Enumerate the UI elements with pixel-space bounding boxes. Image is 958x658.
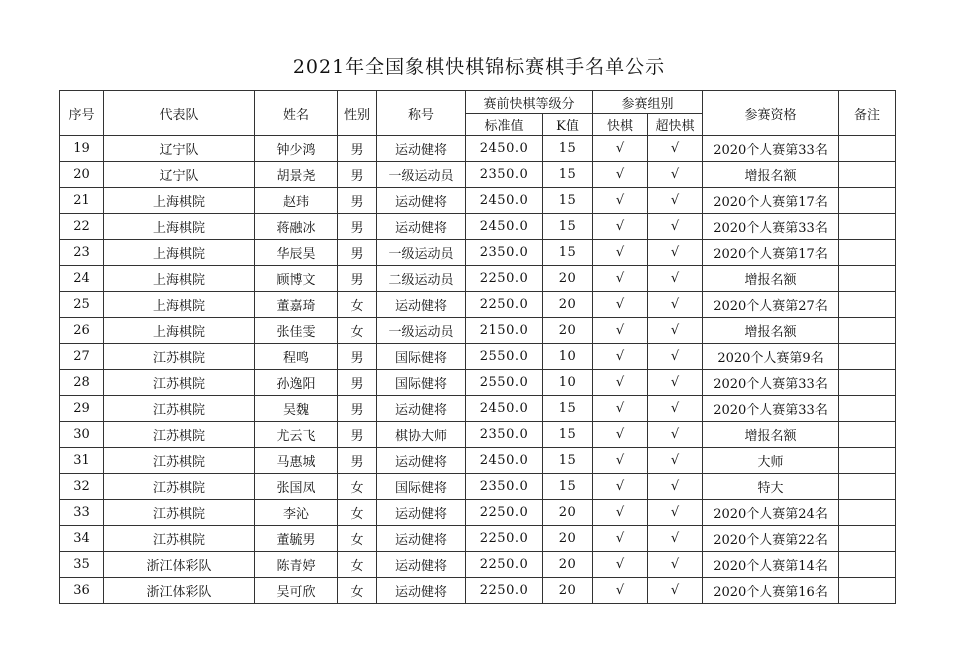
cell-blitz-check: √ [648, 448, 703, 474]
cell-team: 江苏棋院 [104, 344, 255, 370]
cell-rapid-check: √ [593, 370, 648, 396]
cell-blitz-check: √ [648, 422, 703, 448]
cell-team: 辽宁队 [104, 162, 255, 188]
cell-team: 江苏棋院 [104, 526, 255, 552]
header-rating-group: 赛前快棋等级分 [466, 91, 593, 114]
cell-gender: 女 [338, 292, 377, 318]
cell-qualification: 大师 [703, 448, 839, 474]
cell-name: 李沁 [255, 500, 338, 526]
cell-qualification: 增报名额 [703, 318, 839, 344]
cell-rank-title: 一级运动员 [377, 240, 466, 266]
cell-gender: 女 [338, 578, 377, 604]
cell-remarks [839, 578, 896, 604]
cell-blitz-check: √ [648, 500, 703, 526]
cell-gender: 男 [338, 240, 377, 266]
cell-team: 江苏棋院 [104, 500, 255, 526]
cell-rating: 2250.0 [466, 526, 543, 552]
cell-remarks [839, 292, 896, 318]
table-row [60, 292, 896, 318]
cell-team: 上海棋院 [104, 240, 255, 266]
cell-qualification: 2020个人赛第17名 [703, 188, 839, 214]
cell-rapid-check: √ [593, 396, 648, 422]
cell-team: 浙江体彩队 [104, 578, 255, 604]
cell-blitz-check: √ [648, 188, 703, 214]
cell-rank-title: 运动健将 [377, 136, 466, 162]
cell-remarks [839, 396, 896, 422]
table-body [60, 136, 896, 604]
cell-rating: 2250.0 [466, 292, 543, 318]
cell-rapid-check: √ [593, 448, 648, 474]
cell-rank-title: 运动健将 [377, 552, 466, 578]
cell-rank-title: 运动健将 [377, 526, 466, 552]
cell-team: 浙江体彩队 [104, 552, 255, 578]
cell-rank-title: 运动健将 [377, 396, 466, 422]
cell-rank-title: 国际健将 [377, 344, 466, 370]
cell-rating: 2550.0 [466, 370, 543, 396]
header-rank-title: 称号 [377, 91, 466, 136]
cell-rating: 2250.0 [466, 500, 543, 526]
cell-rapid-check: √ [593, 318, 648, 344]
cell-gender: 女 [338, 526, 377, 552]
cell-blitz-check: √ [648, 552, 703, 578]
cell-name: 张佳雯 [255, 318, 338, 344]
cell-seq: 25 [60, 292, 104, 318]
cell-name: 顾博文 [255, 266, 338, 292]
cell-k-value: 20 [543, 552, 593, 578]
table-row [60, 422, 896, 448]
cell-k-value: 15 [543, 188, 593, 214]
cell-k-value: 15 [543, 240, 593, 266]
cell-remarks [839, 136, 896, 162]
table-row [60, 214, 896, 240]
cell-name: 尤云飞 [255, 422, 338, 448]
cell-blitz-check: √ [648, 214, 703, 240]
cell-rank-title: 运动健将 [377, 214, 466, 240]
cell-rating: 2450.0 [466, 188, 543, 214]
cell-rating: 2450.0 [466, 396, 543, 422]
cell-rank-title: 国际健将 [377, 370, 466, 396]
cell-seq: 24 [60, 266, 104, 292]
table-row [60, 344, 896, 370]
cell-seq: 32 [60, 474, 104, 500]
cell-remarks [839, 422, 896, 448]
cell-name: 赵玮 [255, 188, 338, 214]
header-team: 代表队 [104, 91, 255, 136]
table-header [60, 91, 896, 136]
cell-rating: 2350.0 [466, 240, 543, 266]
cell-blitz-check: √ [648, 266, 703, 292]
cell-rank-title: 二级运动员 [377, 266, 466, 292]
cell-k-value: 20 [543, 500, 593, 526]
cell-rank-title: 一级运动员 [377, 318, 466, 344]
cell-gender: 女 [338, 552, 377, 578]
cell-rating: 2450.0 [466, 214, 543, 240]
cell-k-value: 15 [543, 214, 593, 240]
cell-gender: 男 [338, 370, 377, 396]
cell-team: 上海棋院 [104, 188, 255, 214]
cell-name: 吴可欣 [255, 578, 338, 604]
cell-rank-title: 一级运动员 [377, 162, 466, 188]
cell-k-value: 20 [543, 292, 593, 318]
cell-remarks [839, 500, 896, 526]
cell-team: 上海棋院 [104, 318, 255, 344]
cell-blitz-check: √ [648, 396, 703, 422]
cell-k-value: 15 [543, 448, 593, 474]
cell-rating: 2550.0 [466, 344, 543, 370]
header-rating-std: 标准值 [466, 114, 543, 136]
cell-blitz-check: √ [648, 474, 703, 500]
cell-gender: 男 [338, 344, 377, 370]
cell-qualification: 2020个人赛第16名 [703, 578, 839, 604]
table-row [60, 240, 896, 266]
cell-gender: 男 [338, 214, 377, 240]
cell-rapid-check: √ [593, 578, 648, 604]
cell-rapid-check: √ [593, 214, 648, 240]
cell-rapid-check: √ [593, 552, 648, 578]
cell-name: 董毓男 [255, 526, 338, 552]
header-event-rapid: 快棋 [593, 114, 648, 136]
cell-rating: 2150.0 [466, 318, 543, 344]
cell-gender: 男 [338, 422, 377, 448]
cell-qualification: 增报名额 [703, 266, 839, 292]
cell-seq: 29 [60, 396, 104, 422]
cell-qualification: 增报名额 [703, 162, 839, 188]
cell-remarks [839, 240, 896, 266]
cell-seq: 22 [60, 214, 104, 240]
cell-name: 华辰昊 [255, 240, 338, 266]
header-name: 姓名 [255, 91, 338, 136]
cell-team: 辽宁队 [104, 136, 255, 162]
cell-team: 江苏棋院 [104, 474, 255, 500]
player-roster-table [59, 90, 896, 604]
cell-qualification: 2020个人赛第33名 [703, 370, 839, 396]
cell-blitz-check: √ [648, 292, 703, 318]
cell-rapid-check: √ [593, 136, 648, 162]
cell-rating: 2350.0 [466, 422, 543, 448]
cell-qualification: 2020个人赛第27名 [703, 292, 839, 318]
cell-remarks [839, 448, 896, 474]
table-row [60, 526, 896, 552]
cell-rank-title: 国际健将 [377, 474, 466, 500]
cell-k-value: 10 [543, 370, 593, 396]
cell-name: 胡景尧 [255, 162, 338, 188]
cell-rating: 2450.0 [466, 448, 543, 474]
cell-rank-title: 运动健将 [377, 500, 466, 526]
cell-qualification: 增报名额 [703, 422, 839, 448]
cell-rank-title: 运动健将 [377, 188, 466, 214]
cell-gender: 男 [338, 266, 377, 292]
cell-name: 陈青婷 [255, 552, 338, 578]
cell-name: 钟少鸿 [255, 136, 338, 162]
cell-qualification: 2020个人赛第9名 [703, 344, 839, 370]
cell-name: 孙逸阳 [255, 370, 338, 396]
cell-rapid-check: √ [593, 422, 648, 448]
cell-gender: 女 [338, 318, 377, 344]
cell-remarks [839, 370, 896, 396]
cell-blitz-check: √ [648, 318, 703, 344]
cell-gender: 男 [338, 162, 377, 188]
header-seq: 序号 [60, 91, 104, 136]
table-row [60, 500, 896, 526]
cell-gender: 女 [338, 500, 377, 526]
cell-rank-title: 运动健将 [377, 448, 466, 474]
cell-name: 蒋融冰 [255, 214, 338, 240]
table-row [60, 188, 896, 214]
cell-remarks [839, 552, 896, 578]
cell-k-value: 15 [543, 396, 593, 422]
table-row [60, 448, 896, 474]
cell-seq: 35 [60, 552, 104, 578]
cell-team: 上海棋院 [104, 266, 255, 292]
cell-seq: 28 [60, 370, 104, 396]
cell-qualification: 2020个人赛第14名 [703, 552, 839, 578]
cell-seq: 21 [60, 188, 104, 214]
table-row [60, 266, 896, 292]
cell-seq: 36 [60, 578, 104, 604]
cell-seq: 33 [60, 500, 104, 526]
cell-blitz-check: √ [648, 240, 703, 266]
cell-remarks [839, 318, 896, 344]
cell-name: 程鸣 [255, 344, 338, 370]
cell-rating: 2250.0 [466, 578, 543, 604]
cell-team: 上海棋院 [104, 214, 255, 240]
cell-gender: 男 [338, 396, 377, 422]
cell-name: 董嘉琦 [255, 292, 338, 318]
cell-rapid-check: √ [593, 292, 648, 318]
cell-gender: 男 [338, 188, 377, 214]
header-qualification: 参赛资格 [703, 91, 839, 136]
cell-seq: 20 [60, 162, 104, 188]
cell-blitz-check: √ [648, 370, 703, 396]
cell-rating: 2250.0 [466, 552, 543, 578]
cell-seq: 30 [60, 422, 104, 448]
cell-rank-title: 运动健将 [377, 292, 466, 318]
table-row [60, 136, 896, 162]
cell-k-value: 15 [543, 136, 593, 162]
cell-k-value: 15 [543, 162, 593, 188]
table-row [60, 162, 896, 188]
cell-gender: 女 [338, 474, 377, 500]
cell-rapid-check: √ [593, 474, 648, 500]
cell-team: 上海棋院 [104, 292, 255, 318]
cell-qualification: 2020个人赛第22名 [703, 526, 839, 552]
cell-remarks [839, 214, 896, 240]
cell-k-value: 15 [543, 422, 593, 448]
cell-rapid-check: √ [593, 344, 648, 370]
cell-gender: 男 [338, 448, 377, 474]
cell-blitz-check: √ [648, 526, 703, 552]
cell-team: 江苏棋院 [104, 448, 255, 474]
cell-qualification: 2020个人赛第33名 [703, 214, 839, 240]
table-row [60, 552, 896, 578]
cell-name: 马惠城 [255, 448, 338, 474]
table-row [60, 474, 896, 500]
cell-seq: 23 [60, 240, 104, 266]
cell-rating: 2350.0 [466, 474, 543, 500]
cell-rapid-check: √ [593, 240, 648, 266]
cell-k-value: 10 [543, 344, 593, 370]
cell-qualification: 2020个人赛第33名 [703, 136, 839, 162]
cell-name: 张国凤 [255, 474, 338, 500]
header-remarks: 备注 [839, 91, 896, 136]
cell-qualification: 2020个人赛第24名 [703, 500, 839, 526]
cell-seq: 19 [60, 136, 104, 162]
cell-rating: 2450.0 [466, 136, 543, 162]
cell-remarks [839, 344, 896, 370]
cell-rapid-check: √ [593, 188, 648, 214]
header-gender: 性别 [338, 91, 377, 136]
cell-remarks [839, 474, 896, 500]
cell-rank-title: 棋协大师 [377, 422, 466, 448]
cell-qualification: 2020个人赛第17名 [703, 240, 839, 266]
cell-rank-title: 运动健将 [377, 578, 466, 604]
cell-remarks [839, 188, 896, 214]
table-row [60, 370, 896, 396]
table-row [60, 396, 896, 422]
cell-blitz-check: √ [648, 162, 703, 188]
cell-rating: 2350.0 [466, 162, 543, 188]
cell-qualification: 特大 [703, 474, 839, 500]
table-row [60, 318, 896, 344]
cell-k-value: 20 [543, 526, 593, 552]
table-row [60, 578, 896, 604]
cell-team: 江苏棋院 [104, 422, 255, 448]
header-event-group: 参赛组别 [593, 91, 703, 114]
cell-team: 江苏棋院 [104, 370, 255, 396]
cell-blitz-check: √ [648, 344, 703, 370]
cell-gender: 男 [338, 136, 377, 162]
cell-remarks [839, 162, 896, 188]
cell-rapid-check: √ [593, 500, 648, 526]
cell-seq: 26 [60, 318, 104, 344]
header-event-blitz: 超快棋 [648, 114, 703, 136]
cell-k-value: 15 [543, 474, 593, 500]
cell-blitz-check: √ [648, 136, 703, 162]
cell-blitz-check: √ [648, 578, 703, 604]
cell-remarks [839, 266, 896, 292]
cell-name: 吴魏 [255, 396, 338, 422]
cell-seq: 34 [60, 526, 104, 552]
cell-k-value: 20 [543, 578, 593, 604]
cell-rating: 2250.0 [466, 266, 543, 292]
document-title: 2021年全国象棋快棋锦标赛棋手名单公示 [292, 56, 666, 78]
cell-seq: 27 [60, 344, 104, 370]
header-rating-k: K值 [543, 114, 593, 136]
cell-seq: 31 [60, 448, 104, 474]
cell-remarks [839, 526, 896, 552]
cell-qualification: 2020个人赛第33名 [703, 396, 839, 422]
cell-rapid-check: √ [593, 266, 648, 292]
cell-k-value: 20 [543, 266, 593, 292]
cell-team: 江苏棋院 [104, 396, 255, 422]
cell-rapid-check: √ [593, 162, 648, 188]
cell-rapid-check: √ [593, 526, 648, 552]
cell-k-value: 20 [543, 318, 593, 344]
